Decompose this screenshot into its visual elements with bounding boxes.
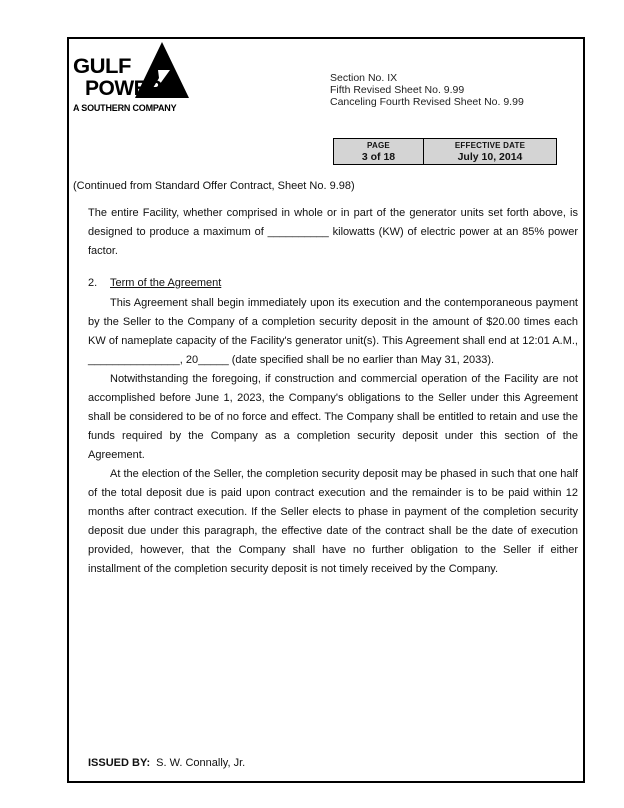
paragraph-term: This Agreement shall begin immediately upon its execution and the contemporaneous payment by the Seller to the Company of a completion security deposit in the amount of $20.00 times each KW of nameplate capacity of the Facility's generator unit(s). This Agreement shall end at 12:01 A.M., _______________, 20_____ (date specified shall be no earlier than May 31, 2033). [88, 297, 578, 366]
section-body [88, 294, 578, 579]
page-cell [334, 139, 424, 164]
revised-sheet: Fifth Revised Sheet No. 9.99 [330, 84, 465, 96]
logo-tagline: A SOUTHERN COMPANY [73, 103, 177, 113]
effective-date-value: July 10, 2014 [457, 151, 523, 163]
company-logo [73, 40, 193, 115]
section-heading [88, 274, 221, 293]
page-info-table [333, 138, 557, 165]
logo-line2: POWER [85, 77, 162, 100]
sheet-info [330, 72, 524, 108]
issued-by-name: S. W. Connally, Jr. [156, 757, 246, 769]
canceling-sheet: Canceling Fourth Revised Sheet No. 9.99 [330, 96, 524, 108]
facility-paragraph-block [88, 204, 578, 261]
issued-by [88, 757, 245, 769]
page-value: 3 of 18 [361, 151, 396, 163]
section-title: Term of the Agreement [110, 277, 222, 289]
effective-date-cell [424, 139, 556, 164]
effective-date-label: EFFECTIVE DATE [454, 141, 526, 150]
continued-note: (Continued from Standard Offer Contract, Sheet No. 9.98) [73, 180, 355, 192]
section-number: Section No. IX [330, 72, 398, 84]
paragraph-notwithstanding: Notwithstanding the foregoing, if construction and commercial operation of the Facility are not accomplished before June 1, 2023, the Company's obligations to the Seller under this Agreement shall be considered to be of no force and effect. The Company shall be entitled to retain and use the funds required by the Company as a completion security deposit under this section of the Agreement. [88, 373, 578, 461]
logo-line1: GULF [73, 55, 131, 78]
paragraph-election: At the election of the Seller, the completion security deposit may be phased in such that one half of the total deposit due is paid upon contract execution and the remainder is to be paid within 12 months after contract execution. If the Seller elects to phase in payment of the completion security deposit due under this paragraph, the effective date of the contract shall be the date of execution provided, however, that the Company shall have no further obligation to the Seller if either installment of the completion security deposit is not timely received by the Company. [88, 468, 578, 575]
issued-by-label: ISSUED BY: [88, 757, 151, 769]
page-label: PAGE [367, 141, 390, 150]
section-number-label: 2. [88, 277, 98, 289]
facility-paragraph: The entire Facility, whether comprised in whole or in part of the generator units set forth above, is designed to produce a maximum of __________ kilowatts (KW) of electric power at an 85% power factor. [88, 207, 578, 257]
